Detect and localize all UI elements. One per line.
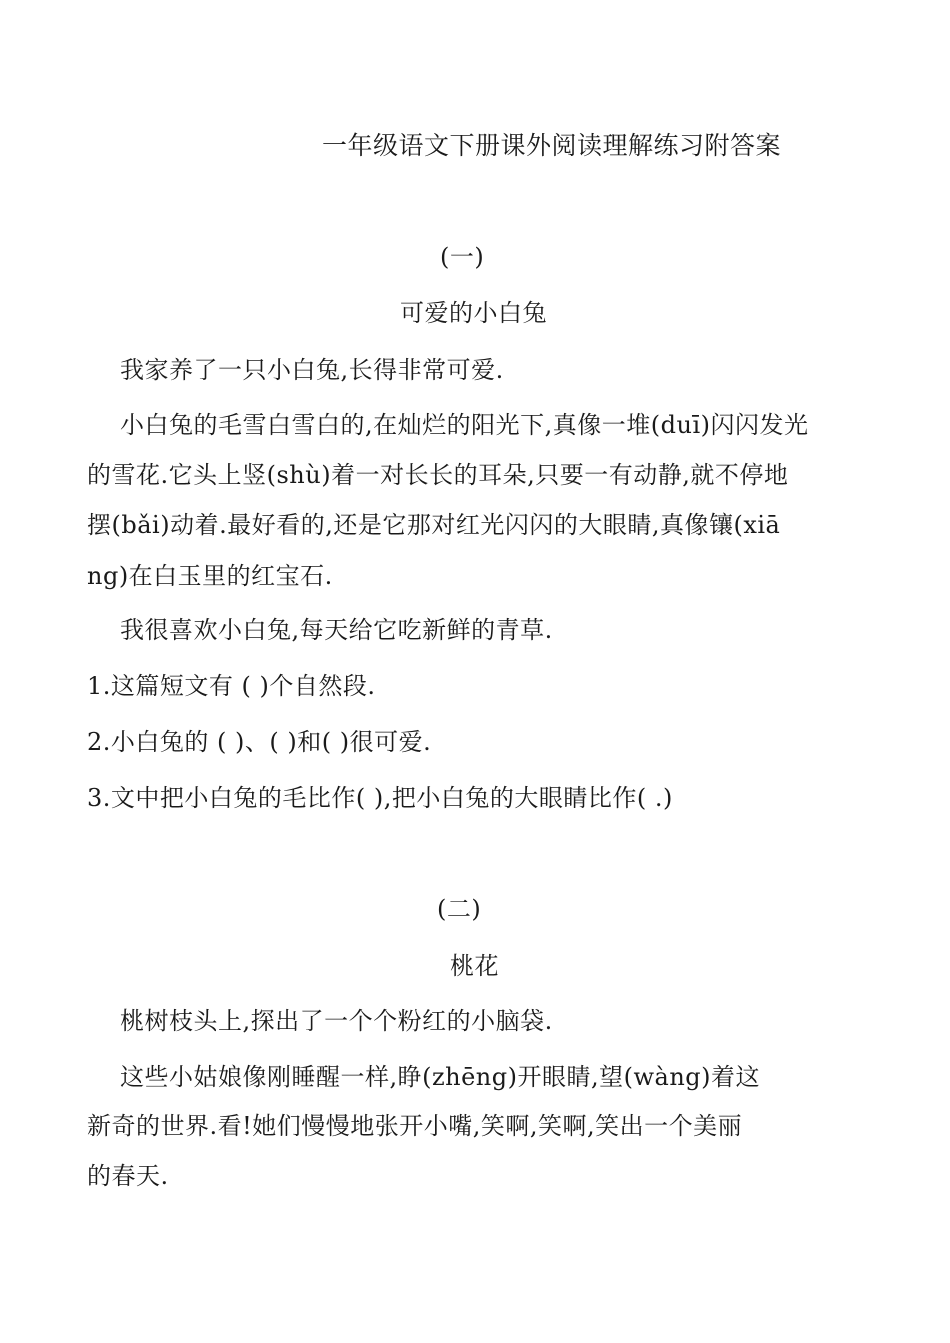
section-1-title: 可爱的小白兔 <box>400 299 547 327</box>
section-1-paragraph-line: 的雪花.它头上竖(shù)着一对长长的耳朵,只要一有动静,就不停地 <box>87 461 789 489</box>
section-2-paragraph-line: 桃树枝头上,探出了一个个粉红的小脑袋. <box>120 1007 553 1035</box>
question-1: 1.这篇短文有 ( )个自然段. <box>87 672 376 700</box>
section-1-paragraph-line: 我家养了一只小白兔,长得非常可爱. <box>120 356 504 384</box>
section-1-paragraph-line: ng)在白玉里的红宝石. <box>87 562 333 590</box>
section-1-paragraph-line: 我很喜欢小白兔,每天给它吃新鲜的青草. <box>120 616 553 644</box>
section-2-paragraph-line: 新奇的世界.看!她们慢慢地张开小嘴,笑啊,笑啊,笑出一个美丽 <box>87 1112 743 1140</box>
section-1-number: (一) <box>440 243 485 271</box>
section-1-paragraph-line: 摆(bǎi)动着.最好看的,还是它那对红光闪闪的大眼睛,真像镶(xiā <box>87 511 781 539</box>
section-2-paragraph-line: 的春天. <box>87 1162 169 1190</box>
document-title: 一年级语文下册课外阅读理解练习附答案 <box>322 131 782 160</box>
question-3: 3.文中把小白兔的毛比作( ),把小白兔的大眼睛比作( .) <box>87 784 673 812</box>
section-2-title: 桃花 <box>450 952 499 980</box>
section-2-number: (二) <box>437 895 482 923</box>
question-2: 2.小白兔的 ( )、( )和( )很可爱. <box>87 728 432 756</box>
section-2-paragraph-line: 这些小姑娘像刚睡醒一样,睁(zhēng)开眼睛,望(wàng)着这 <box>120 1063 761 1091</box>
section-1-paragraph-line: 小白兔的毛雪白雪白的,在灿烂的阳光下,真像一堆(duī)闪闪发光 <box>120 411 809 439</box>
